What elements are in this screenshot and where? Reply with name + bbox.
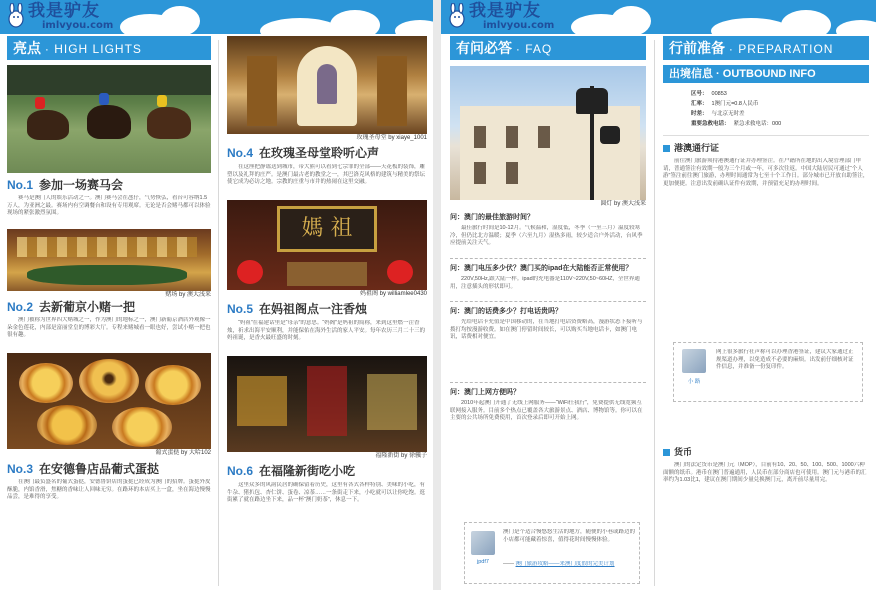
item-text: 这里众多的风韵民居的确保留着历史，这里有各式各样特别、美味的小吃，有牛杂、猪扒包、杏仁饼、蛋卷、凉茶……一条街走下来，小吃就可以让你吃饱。逛街累了就在路边坐下来，品一杯“澳门奶茶”，休息一下。 bbox=[227, 482, 426, 503]
item-title: No.2 去新葡京小赌一把 bbox=[7, 300, 136, 314]
brand-name-en: imlvyou.com bbox=[42, 20, 114, 31]
highlights-header-en: · HIGH LIGHTS bbox=[44, 42, 142, 56]
photo-caption: 葡式蛋挞 by 大哈102 bbox=[155, 450, 211, 456]
info-row: 区号： 00853 bbox=[691, 91, 727, 97]
item-text: 在澳门最负盛名的葡式蛋挞，安德鲁饼店的蛋挞已经成为澳门的招牌。蛋挞外皮酥脆，内馅香滑，焦糖的香味让人回味无穷。在路环的本店买上一盒，坐在海边慢慢品尝，是难得的享受。 bbox=[7, 479, 211, 500]
faq-answer: 最佳旅行时间是10-12月。气候温和，湿度低，冬季（一至三月）温度较寒冷，但仍比北方温暖；夏季（六至九月）湿热多雨，较少适合户外活动，台风季应提前关注天气。 bbox=[450, 225, 643, 246]
faq-question: 问：澳门的话费多少？打电话贵吗？ bbox=[450, 308, 562, 315]
photo-caption: 玫瑰圣母堂 by xiaye_1001 bbox=[356, 135, 427, 141]
tip-text: 澳门是个适合慢悠悠生活的地方，随便的小巷或路边的小店都可能藏着惊喜，值得花时间慢慢体验。 bbox=[503, 529, 635, 543]
brand-logo[interactable] bbox=[453, 3, 554, 31]
item-text: 赛马是澳门人的娱乐活动之一。澳门赛马会在氹仔，气势恢弘，看台可容纳1.5万人，为亚洲之最。赛场内有空调餐台和设有专用观席。无论是否会赌马都可以体验现场的紧张激烈氛围。 bbox=[7, 195, 211, 216]
outbound-info-header: 出境信息 · OUTBOUND INFO bbox=[663, 65, 869, 83]
donkey-icon bbox=[447, 3, 467, 29]
faq-question: 问：澳门的最佳旅游时间？ bbox=[450, 214, 534, 221]
temple-photo: 媽 祖 bbox=[227, 200, 427, 290]
highlights-header-cn: 亮点 bbox=[13, 40, 41, 56]
item-title: No.4 在玫瑰圣母堂聆听心声 bbox=[227, 146, 380, 160]
avatar bbox=[471, 531, 495, 555]
right-page bbox=[441, 0, 876, 590]
info-row: 时差： 与北京无时差 bbox=[691, 111, 745, 117]
faq-question: 问：澳门上网方便吗？ bbox=[450, 389, 520, 396]
item-title: No.3 在安德鲁店品葡式蛋挞 bbox=[7, 462, 160, 476]
brand-name-cn: 我是驴友 bbox=[28, 1, 100, 21]
prep-tip-box bbox=[673, 342, 863, 402]
top-banner bbox=[0, 0, 433, 34]
highlights-header bbox=[7, 36, 211, 60]
preparation-header-en: · PREPARATION bbox=[728, 42, 834, 56]
faq-answer: 2010年起澳门开通了无线上网服务——“WiFi任我行”，免费提供无线宽频互联网接入服务。目前多个热点已覆盖各大旅游景点、酒店、博物馆等。你可以在主要的公共场所免费使用，首次登录后即可开始上网。 bbox=[450, 400, 643, 421]
preparation-column bbox=[663, 36, 869, 483]
section-text: 前往澳门旅游须持港澳通行证并办理签注。在户籍所在地的出入境管理部门申请，普通签注有效期一般为三个月或一年，可多次往返。中国大陆居民可通过“个人游”签注前往澳门旅游，办理时间通常为七至十个工作日。部分城市已开放自助签注，更加便捷。注意出发前确认证件有效期，并预留充足的办理时间。 bbox=[663, 158, 869, 187]
egg-tart-photo bbox=[7, 353, 211, 449]
brand-logo[interactable] bbox=[12, 3, 113, 31]
square-bullet-icon bbox=[663, 145, 670, 152]
avatar bbox=[682, 349, 706, 373]
faq-header-cn: 有问必答 bbox=[456, 40, 512, 56]
brand-name-en: imlvyou.com bbox=[483, 20, 555, 31]
item-text: “妈祖”在福建话里是“母亲”的意思。“妈阁”是妈祖的简称，来到这里燃一注香烛，祈求出海平安顺利，并能保佑在海外生活的家人平安。每年农历三月二十三的妈祖诞，是香火最旺盛的时刻。 bbox=[227, 320, 426, 341]
street-photo bbox=[227, 356, 427, 452]
faq-tip-box bbox=[464, 522, 640, 584]
tip-link-row: —— 澳门旅游攻略——来澳门度假的完美计划 bbox=[503, 561, 615, 567]
tip-link[interactable]: 澳门旅游攻略——来澳门度假的完美计划 bbox=[515, 561, 615, 567]
avatar-name[interactable]: 小 路 bbox=[687, 379, 701, 385]
outbound-info-box bbox=[663, 83, 869, 135]
left-page bbox=[0, 0, 433, 590]
faq-header-en: · FAQ bbox=[515, 42, 553, 56]
photo-caption: 福隆新街 by 徐骥子 bbox=[375, 453, 427, 459]
faq-answer: 先给电话卡充值是中国移动的，在当地打电话资费略高，漫游状态下接听与拨打均按漫游收费。如在澳门停留时间较长，可以购买当地电话卡，如澳门电讯，话费相对便宜。 bbox=[450, 319, 643, 340]
item-title: No.5 在妈祖阁点一注香烛 bbox=[227, 302, 368, 316]
info-row: 汇率： 1澳门元=0.8人民币 bbox=[691, 101, 759, 107]
preparation-header-cn: 行前准备 bbox=[669, 40, 725, 56]
item-title: No.1 参加一场赛马会 bbox=[7, 178, 124, 192]
photo-caption: 妈祖阁 by williamlee0430 bbox=[359, 291, 427, 297]
faq-column bbox=[450, 36, 646, 567]
tip-text: 网上很多旅行社声称可以办理香港签证，建议大家通过正规渠道办理，以免造成不必要的麻烦。出发前仔细核对证件信息，并准备一份复印件。 bbox=[716, 349, 854, 370]
donkey-icon bbox=[6, 3, 26, 29]
preparation-header bbox=[663, 36, 869, 60]
casino-photo bbox=[7, 229, 211, 291]
faq-question: 问：澳门电压多少伏？澳门买的ipad在大陆能否正常使用？ bbox=[450, 265, 633, 272]
item-text: 澳门被称为世界四大赌城之一，作为澳门的地标之一，澳门新葡京酒店外观像一朵金色莲花，内部是富丽堂皇的博彩大厅。专程来赌城看一眼也好，尝试小赌一把也很有趣。 bbox=[7, 317, 211, 338]
highlights-column-2 bbox=[227, 36, 427, 512]
section-title: 货币 bbox=[663, 446, 692, 458]
column-divider bbox=[218, 40, 219, 586]
photo-caption: 赌场 by 澳大浅来 bbox=[165, 292, 211, 298]
photo-caption: 圆灯 by 澳大浅来 bbox=[600, 201, 646, 207]
church-altar-photo bbox=[227, 36, 427, 134]
highlights-column bbox=[7, 36, 211, 509]
horse-racing-photo bbox=[7, 65, 211, 173]
section-text: 澳门的法定货币是澳门元（MOP），目前有10、20、50、100、500、1000六种面额的纸币。港币在澳门普遍通用，人民币在部分商店也可使用。澳门元与港币的汇率约为1.03比1，建议在澳门期间少量兑换澳门元，离开前尽量用完。 bbox=[663, 462, 867, 483]
column-divider bbox=[654, 40, 655, 586]
brand-name-cn: 我是驴友 bbox=[469, 1, 541, 21]
lamp-photo bbox=[450, 66, 646, 200]
info-row: 重要急救电话： 紧急求救电话：000 bbox=[691, 121, 782, 127]
item-title: No.6 在福隆新街吃小吃 bbox=[227, 464, 356, 478]
faq-header bbox=[450, 36, 646, 60]
square-bullet-icon bbox=[663, 449, 670, 456]
avatar-name[interactable]: jpdf7 bbox=[477, 559, 489, 565]
section-title: 港澳通行证 bbox=[663, 142, 869, 154]
item-text: 在这座把静谧送到城市，带大熊可以看到七宗罪的全部——天花板的装饰，雕塑以及礼拜的庄严。是澳门最古老的教堂之一，其巴洛克风格的建筑与精美的祭坛使它成为必访之地。宗教的庄重与市井的热闹在这里交融。 bbox=[227, 164, 426, 185]
top-banner bbox=[441, 0, 876, 34]
faq-answer: 220V,50Hz,跟大陆一样。ipad的充电器是110V~220V,50~60HZ，全世界通用，注意插头的形状即可。 bbox=[450, 276, 640, 290]
